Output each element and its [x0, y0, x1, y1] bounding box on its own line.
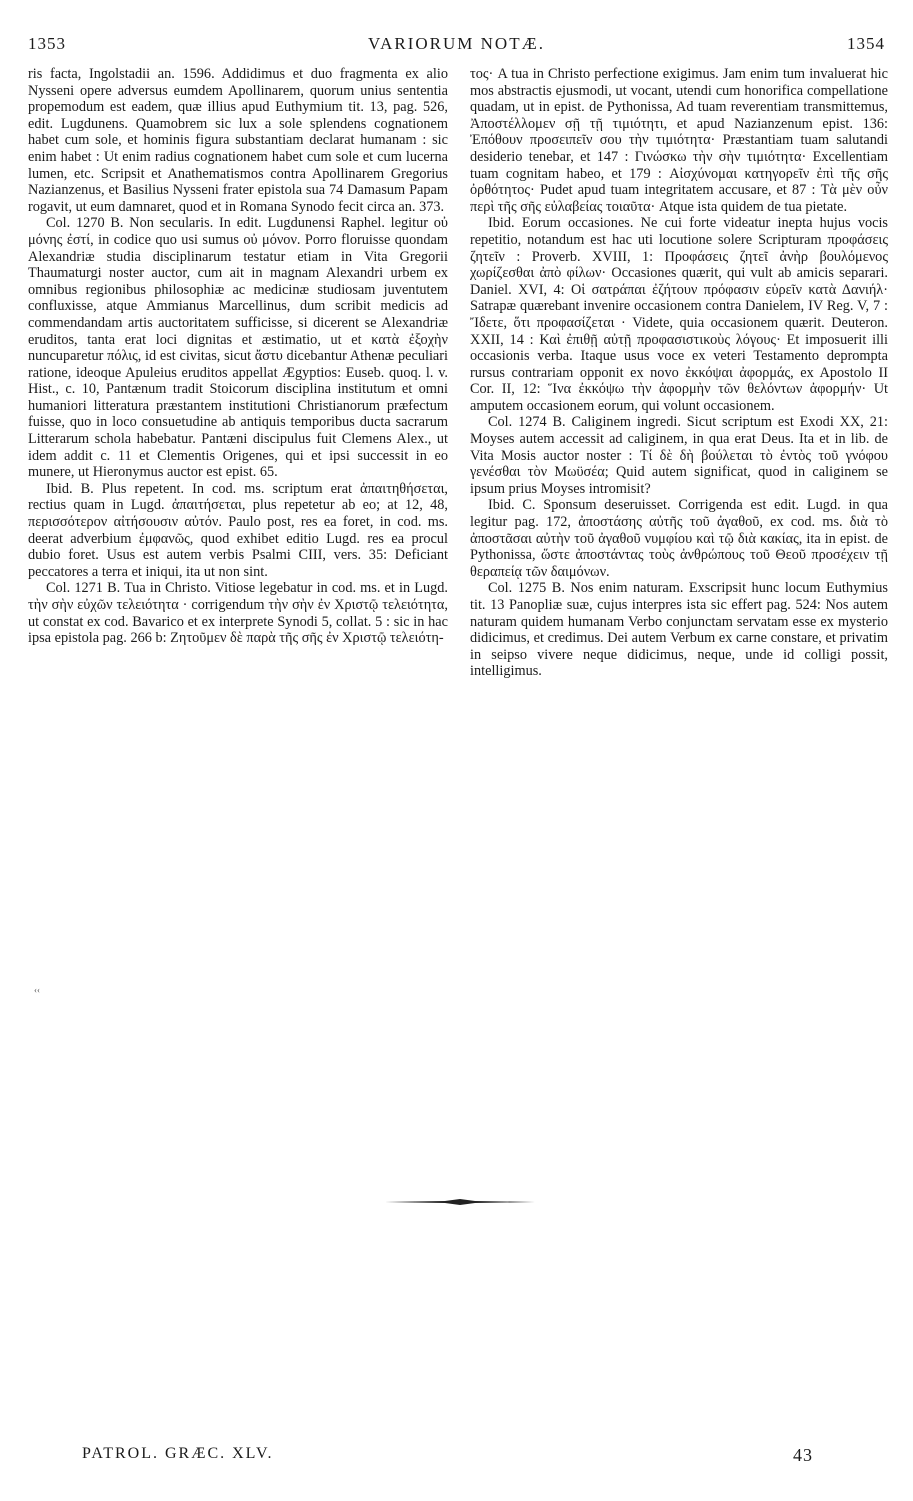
margin-mark: ‹‹	[34, 985, 40, 995]
note-paragraph: Ibid. C. Sponsum deseruisset. Corrigenda est edit. Lugd. in qua legitur pag. 172, ἀποστάσης αὐτῆς τοῦ ἀγαθοῦ, ex cod. ms. διὰ τὸ ἀποστᾶσαι αὐτὴν τοῦ ἀγαθοῦ νυμφίου καὶ τῷ διὰ κακίας, ita in epist. de Pythonissa, ὥστε ἀποστάντας τοὺς ἀνθρώπους τοῦ Θεοῦ προσέχειν τῇ θεραπείᾳ τῶν δαιμόνων.	[470, 497, 888, 580]
left-column	[28, 66, 448, 647]
note-paragraph: ris facta, Ingolstadii an. 1596. Addidimus et duo fragmenta ex alio Nysseni opere adversus eumdem Apollinarem, quorum unius sententia propemodum est eadem, quæ illius apud Euthymium tit. 13, pag. 526, edit. Lugdunens. Quamobrem sic lux a sole splendens cognationem habet cum sole, et hominis figura substantiam declarat humanam : sic enim habet : Ut enim radius cognationem habet cum sole et cum lucerna lumen, etc. Scripsit et Anathematismos contra Apollinarem Gregorius Nazianzenus, et Basilius Nysseni frater epistola sua 74 Damasum Papam rogavit, ut eum damnaret, quod et in Romana Synodo fecit circa an. 373.	[28, 66, 448, 215]
note-paragraph: τος· A tua in Christo perfectione exigimus. Jam enim tum invaluerat hic mos abstractis ejusmodi, ut vocant, utendi cum honorifica compellatione quadam, ut in epist. de Pythonissa, Ad tuam reverentiam transmittemus, Ἀποστέλλομεν σῇ τῇ τιμιότητι, et apud Nazianzenum epist. 136: Ἐπόθουν προσειπεῖν σου τὴν τιμιότητα· Præstantiam tuam salutandi desiderio tenebar, et 147 : Γινώσκω τὴν σὴν τιμιότητα· Excellentiam tuam cognitam habeo, et 179 : Αἰσχύνομαι κατηγορεῖν ἐπὶ τῆς σῆς ὀρθότητος· Pudet apud tuam integritatem accusare, et 87 : Τὰ μὲν οὖν περὶ τῆς σῆς εὐλαβείας τοιαῦτα· Atque ista quidem de tua pietate.	[470, 66, 888, 215]
running-title: VARIORUM NOTÆ.	[368, 34, 545, 53]
page-number: 43	[793, 1445, 813, 1465]
column-number-right: 1354	[847, 34, 885, 53]
ornament-rule	[385, 1198, 535, 1206]
running-header	[28, 34, 885, 60]
note-paragraph: Col. 1270 B. Non secularis. In edit. Lugdunensi Raphel. legitur οὐ μόνης ἐστί, in codice quo usi sumus οὐ μόνον. Porro floruisse quondam Alexandriæ studia disciplinarum testatur etiam in Vita Gregorii Thaumaturgi noster auctor, cum ait in magnam Alexandri urbem ex omnibus regionibus philosophiæ ac medicinæ studiosam juventutem confluxisse, atque Ammianus Marcellinus, dum scribit medicis ad commendandam artis auctoritatem sufficisse, si dicerent se Alexandriæ eruditos, tanta erat loci dignitas et æstimatio, ut et κατὰ ἐξοχὴν nuncuparetur πόλις, id est civitas, sicut ἄστυ dicebantur Athenæ peculiari ratione, ideoque Apuleius eruditos appellat Ægyptios: Euseb. quoq. l. v. Hist., c. 10, Pantænum tradit Stoicorum disciplina institutum et omni humaniori litteratura præstantem institutioni Christianorum præfectum fuisse, quo in loco consuetudine ab antiquis temporibus ducta sacrarum Litterarum schola habebatur. Pantæni discipulus fuit Clemens Alex., ut idem addit c. 11 et Clementis Origenes, qui et ipsi successit in eo munere, ut Hieronymus auctor est epist. 65.	[28, 215, 448, 481]
note-paragraph: Ibid. B. Plus repetent. In cod. ms. scriptum erat ἀπαιτηθήσεται, rectius quam in Lugd. ἀπαιτήσεται, plus repetetur ab eo; at 12, 48, περισσότερον αἰτήσουσιν αὐτόν. Paulo post, res ea foret, in cod. ms. deerat adverbium ἐμφανῶς, quod exhibet editio Lugd. res ea procul dubio foret. Usus est autem verbis Psalmi CIII, vers. 35: Deficiant peccatores a terra et iniqui, ita ut non sint.	[28, 480, 448, 580]
note-paragraph: Col. 1274 B. Caliginem ingredi. Sicut scriptum est Exodi XX, 21: Moyses autem accessit ad caliginem, in qua erat Deus. Ita et in lib. de Vita Mosis auctor noster : Τί δὲ δὴ βούλεται τὸ ἐντὸς τοῦ γνόφου γενέσθαι τὸν Μωϋσέα; Quid autem significat, quod in caliginem se ipsum prius Moyses intromisit?	[470, 414, 888, 497]
column-number-left: 1353	[28, 34, 66, 53]
note-paragraph: Col. 1271 B. Tua in Christo. Vitiose legebatur in cod. ms. et in Lugd. τὴν σὴν εὐχῶν τελειότητα · corrigendum τὴν σὴν ἐν Χριστῷ τελειότητα, ut constat ex cod. Bavarico et ex interprete Synodi 5, collat. 5 : sic in hac ipsa epistola pag. 266 b: Ζητοῦμεν δὲ παρὰ τῆς σῆς ἐν Χριστῷ τελειότη-	[28, 580, 448, 647]
page-footer	[82, 1445, 813, 1471]
right-column	[470, 66, 888, 680]
note-paragraph: Col. 1275 B. Nos enim naturam. Exscripsit hunc locum Euthymius tit. 13 Panopliæ suæ, cujus interpres ista sic effert pag. 524: Nos autem naturam quidem humanam Verbo conjunctam servatam esse ex mysterio didicimus, et credimus. Dei autem Verbum ex carne constare, et privatim in seipso vivere neque didicimus, neque, unde id colligi possit, intelligimus.	[470, 580, 888, 680]
note-paragraph: Ibid. Eorum occasiones. Ne cui forte videatur inepta hujus vocis repetitio, notandum est hac uti locutione solere Scripturam προφάσεις ζητεῖν : Proverb. XVIII, 1: Προφάσεις ζητεῖ ἀνὴρ βουλόμενος χωρίζεσθαι ἀπὸ φίλων· Occasiones quærit, qui vult ab amicis separari. Daniel. XVI, 4: Οἱ σατράπαι ἐζήτουν πρόφασιν εὑρεῖν κατὰ Δανιήλ· Satrapæ quærebant invenire occasionem contra Danielem, IV Reg. V, 7 : Ἴδετε, ὅτι προφασίζεται · Videte, quia occasionem quærit. Deuteron. XXII, 14 : Καὶ ἐπιθῇ αὐτῇ προφασιστικοὺς λόγους· Et imposuerit illi occasionis verba. Itaque usus voce ex veteri Testamento deprompta rursus contrariam opponit ex novo ἐκκόψαι ἀφορμάς, ex Apostolo II Cor. II, 12: Ἵνα ἐκκόψω τὴν ἀφορμὴν τῶν θελόντων ἀφορμήν· Ut amputem occasionem eorum, qui volunt occasionem.	[470, 215, 888, 414]
volume-signature: PATROL. GRÆC. XLV.	[82, 1445, 274, 1462]
